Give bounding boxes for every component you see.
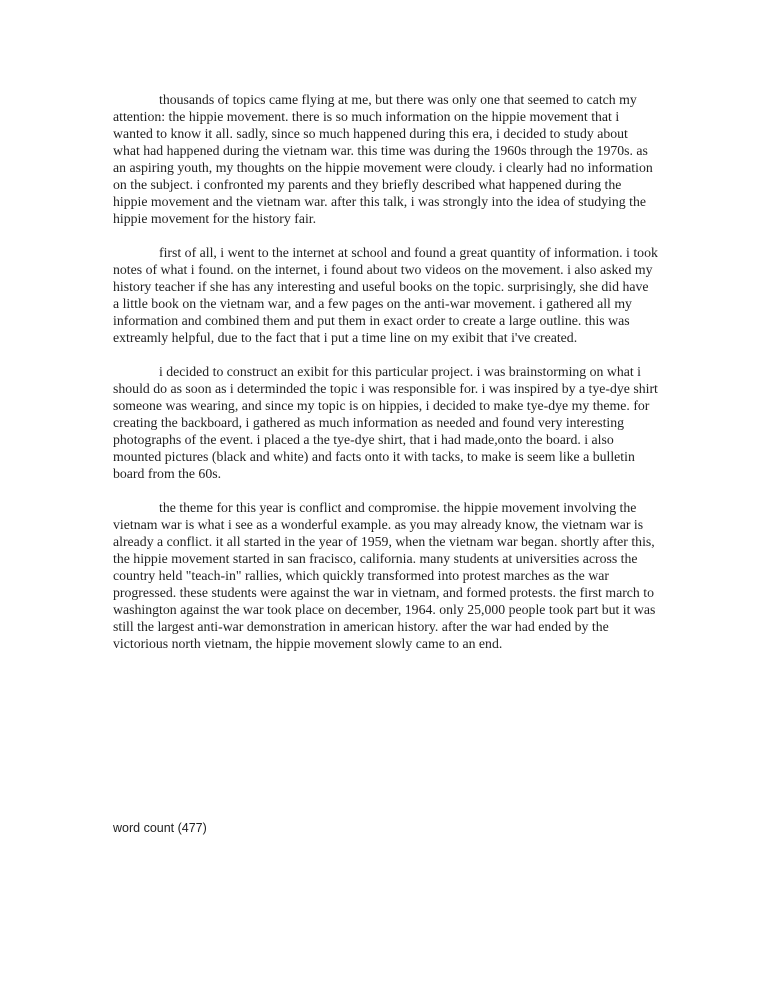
essay-body	[113, 91, 658, 669]
essay-paragraph: thousands of topics came flying at me, but there was only one that seemed to catch my attention: the hippie movement. there is so much information on the hippie movement that i wanted to know it all. sadly, since so much happened during this era, i decided to study about what had happened during the vietnam war. this time was during the 1960s through the 1970s. as an aspiring youth, my thoughts on the hippie movement were cloudy. i clearly had no information on the subject. i confronted my parents and they briefly described what happened during the hippie movement and the vietnam war. after this talk, i was strongly into the idea of studying the hippie movement for the history fair.	[113, 92, 653, 226]
word-count-label: word count (477)	[113, 821, 207, 835]
essay-paragraph: first of all, i went to the internet at school and found a great quantity of information. i took notes of what i found. on the internet, i found about two videos on the movement. i also asked my history teacher if she has any interesting and useful books on the topic. surprisingly, she did have a little book on the vietnam war, and a few pages on the anti-war movement. i gathered all my information and combined them and put them in exact order to create a large outline. this was extreamly helpful, due to the fact that i put a time line on my exibit that i've created.	[113, 245, 658, 345]
essay-paragraph: the theme for this year is conflict and compromise. the hippie movement involving the vietnam war is what i see as a wonderful example. as you may already know, the vietnam war is already a conflict. it all started in the year of 1959, when the vietnam war began. shortly after this, the hippie movement started in san fracisco, california. many students at universities across the country held "teach-in" rallies, which quickly transformed into protest marches as the war progressed. these students were against the war in vietnam, and formed protests. the first march to washington against the war took place on december, 1964. only 25,000 people took part but it was still the largest anti-war demonstration in american history. after the war had ended by the victorious north vietnam, the hippie movement slowly came to an end.	[113, 500, 656, 651]
essay-paragraph: i decided to construct an exibit for this particular project. i was brainstorming on what i should do as soon as i determinded the topic i was responsible for. i was inspired by a tye-dye shirt someone was wearing, and since my topic is on hippies, i decided to make tye-dye my theme. for creating the backboard, i gathered as much information as needed and found very interesting photographs of the event. i placed a the tye-dye shirt, that i had made,onto the board. i also mounted pictures (black and white) and facts onto it with tacks, to make is seem like a bulletin board from the 60s.	[113, 364, 658, 481]
